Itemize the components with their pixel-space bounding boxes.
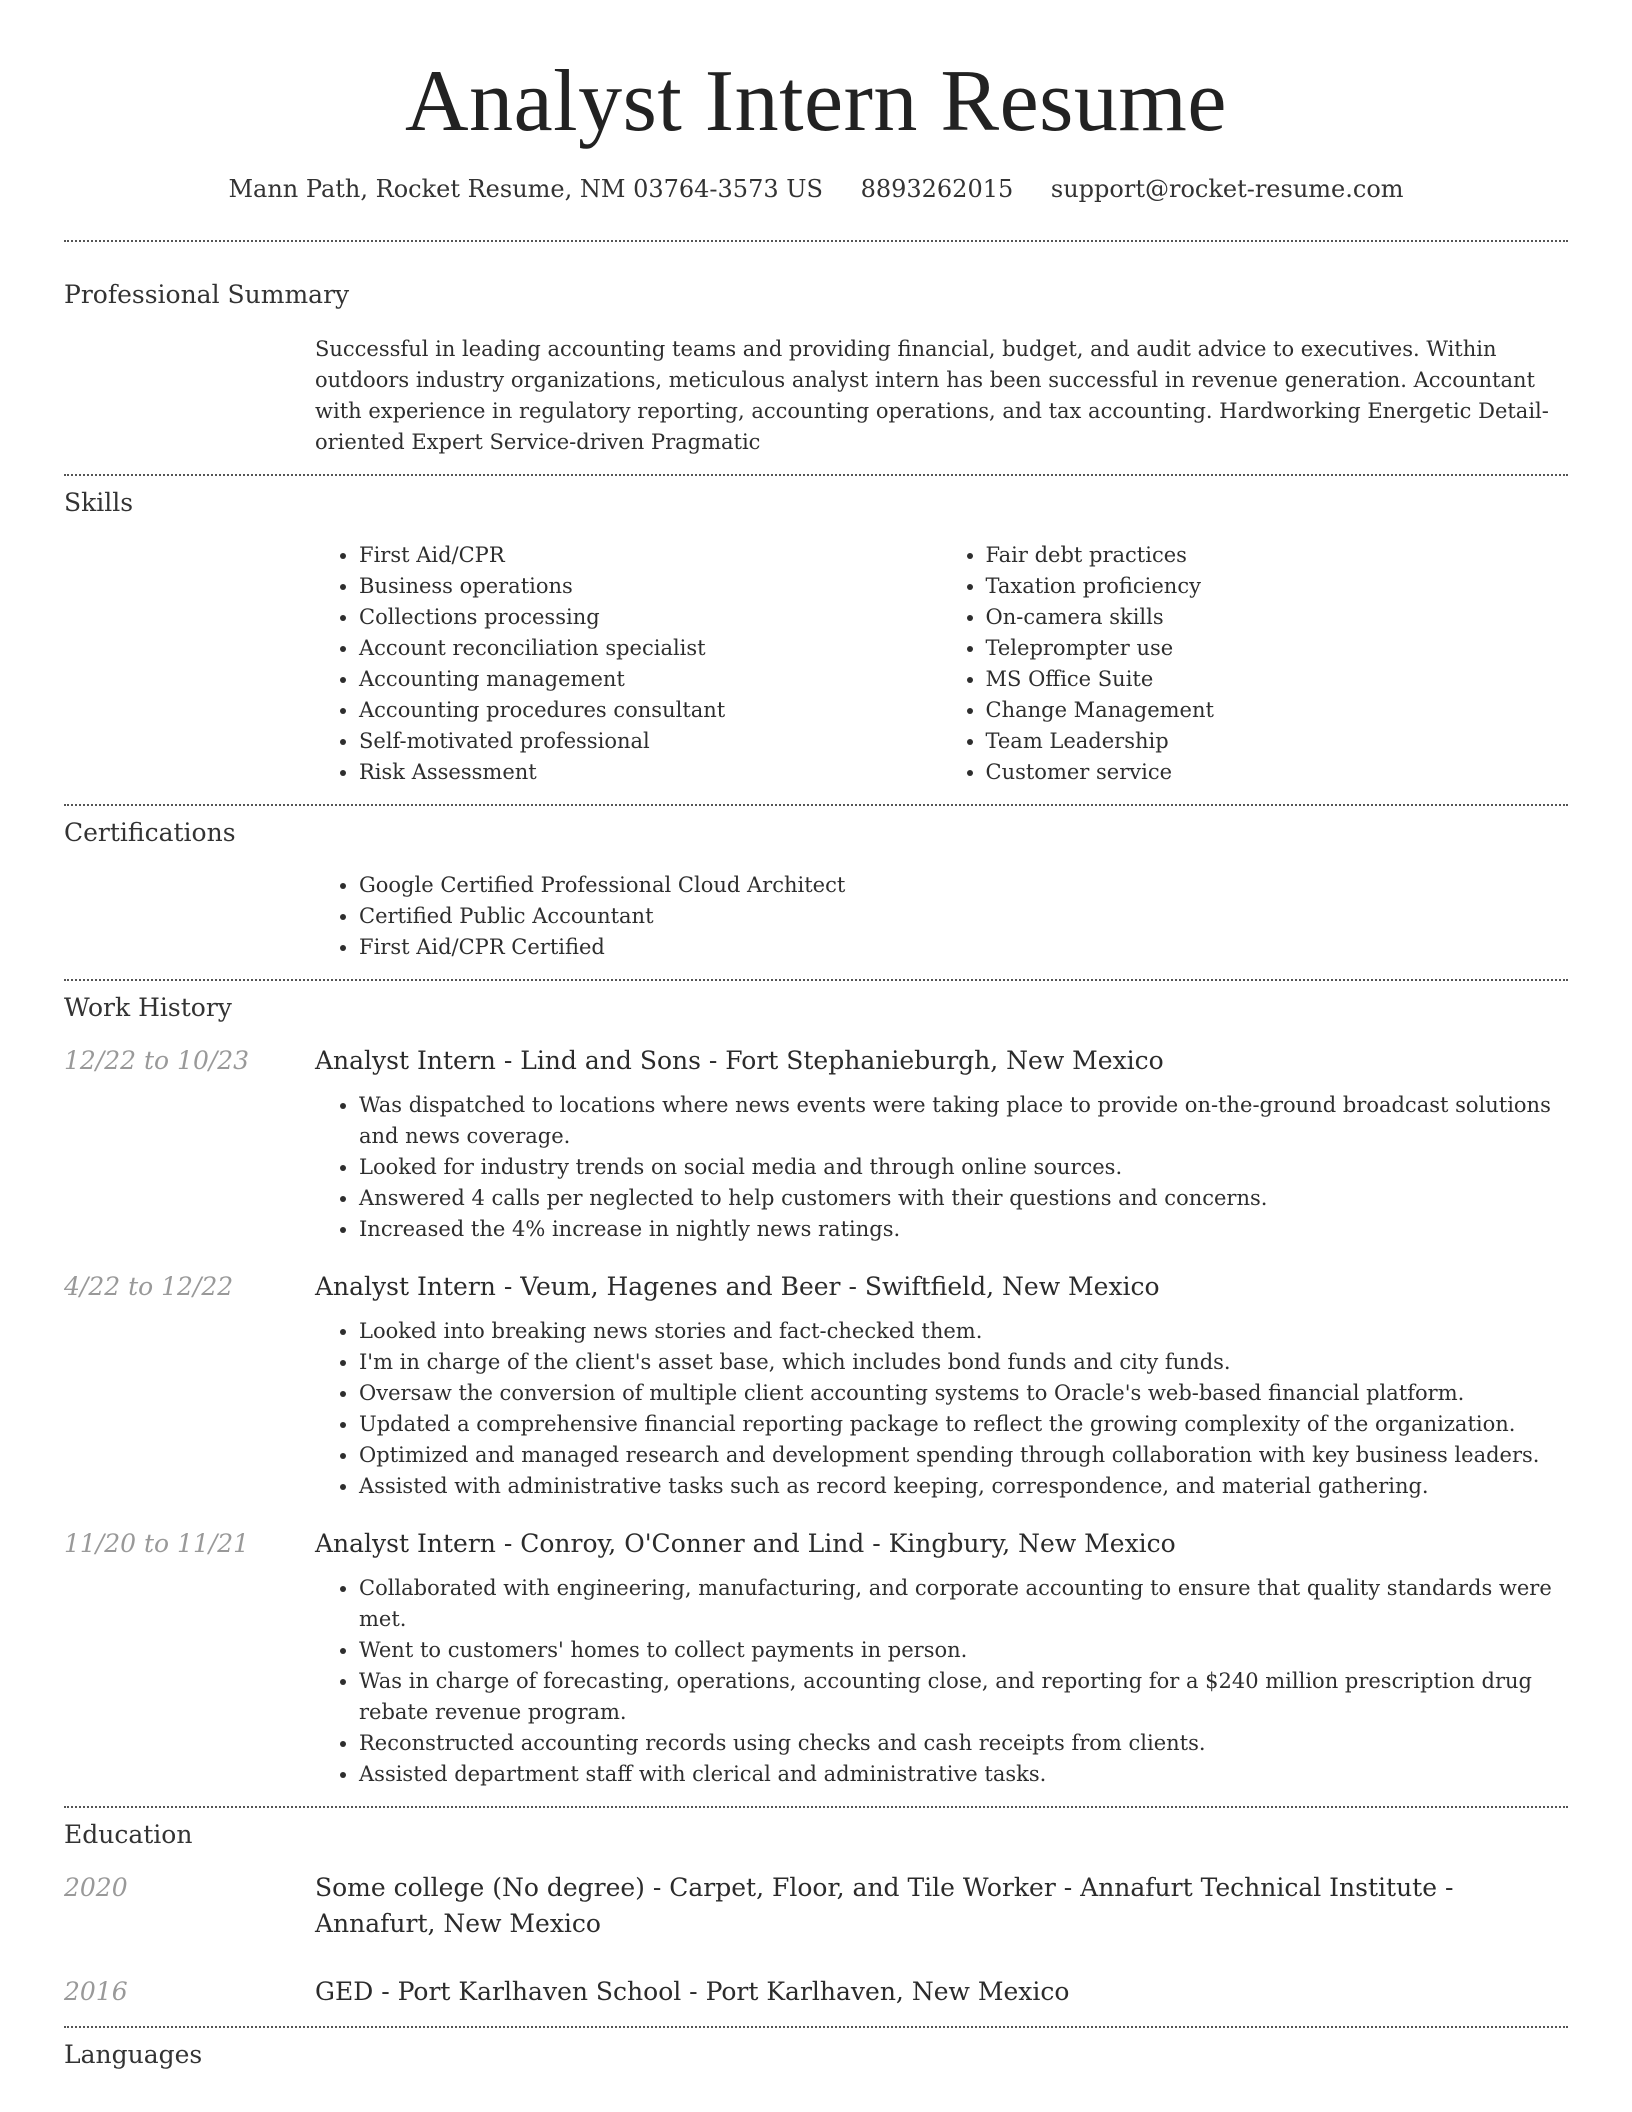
- summary-text: Successful in leading accounting teams and providing financial, budget, and audit advice to executives. Within outdoors industry organizations, meticulous analyst intern has been successful in revenue generation. Accountant with experience in regulatory reporting, accounting operations, and tax accounting. Hardworking Energetic Detail-oriented Expert Service-driven Pragmatic: [315, 337, 1549, 454]
- summary-heading: Professional Summary: [64, 280, 350, 309]
- list-item: • Assisted department staff with clerical and administrative tasks.: [359, 1759, 1568, 1790]
- skills-section: [64, 474, 1568, 804]
- job-bullets: [315, 1090, 1568, 1245]
- list-item: • On-camera skills: [986, 602, 1569, 633]
- list-item: • Risk Assessment: [359, 757, 942, 788]
- list-item: • Assisted with administrative tasks such as record keeping, correspondence, and material gathering.: [359, 1471, 1568, 1502]
- list-item: • Accounting management: [359, 664, 942, 695]
- contact-email: support@rocket-resume.com: [1050, 175, 1404, 203]
- list-item: • Change Management: [986, 695, 1569, 726]
- job-entry: [64, 1043, 1568, 1245]
- list-item: • Looked into breaking news stories and fact-checked them.: [359, 1316, 1568, 1347]
- education-title: GED - Port Karlhaven School - Port Karlhaven, New Mexico: [315, 1977, 1070, 2006]
- list-item: • Optimized and managed research and development spending through collaboration with key business leaders.: [359, 1440, 1568, 1471]
- education-heading: Education: [64, 1820, 193, 1849]
- certifications-block: [315, 870, 1568, 979]
- list-item: • Google Certified Professional Cloud Architect: [359, 870, 1568, 901]
- work-history-heading: Work History: [64, 993, 232, 1022]
- skills-grid: [315, 540, 1568, 804]
- certifications-heading: Certifications: [64, 818, 236, 847]
- list-item: • Collections processing: [359, 602, 942, 633]
- languages-section: [64, 2026, 1568, 2070]
- list-item: • Looked for industry trends on social media and through online sources.: [359, 1152, 1568, 1183]
- list-item: • First Aid/CPR: [359, 540, 942, 571]
- list-item: • Account reconciliation specialist: [359, 633, 942, 664]
- list-item: • Was dispatched to locations where news events were taking place to provide on-the-ground broadcast solutions and news coverage.: [359, 1090, 1568, 1152]
- job-entry: [64, 1526, 1568, 1806]
- job-dates: 12/22 to 10/23: [64, 1046, 250, 1075]
- list-item: • Teleprompter use: [986, 633, 1569, 664]
- list-item: • Was in charge of forecasting, operations, accounting close, and reporting for a $240 million prescription drug rebate revenue program.: [359, 1666, 1568, 1728]
- certifications-section: [64, 804, 1568, 979]
- list-item: • Updated a comprehensive financial reporting package to reflect the growing complexity of the organization.: [359, 1409, 1568, 1440]
- languages-heading: Languages: [64, 2040, 203, 2069]
- list-item: • Went to customers' homes to collect payments in person.: [359, 1635, 1568, 1666]
- list-item: • I'm in charge of the client's asset base, which includes bond funds and city funds.: [359, 1347, 1568, 1378]
- job-dates: 11/20 to 11/21: [64, 1529, 250, 1558]
- contact-phone: 8893262015: [860, 175, 1014, 203]
- education-section: [64, 1806, 1568, 2026]
- list-item: • Reconstructed accounting records using checks and cash receipts from clients.: [359, 1728, 1568, 1759]
- certifications-list: [315, 870, 1568, 963]
- education-entry: [64, 1870, 1568, 1942]
- list-item: • Certified Public Accountant: [359, 901, 1568, 932]
- job-title: Analyst Intern - Lind and Sons - Fort Stephanieburgh, New Mexico: [315, 1046, 1164, 1075]
- contact-line: [64, 174, 1568, 204]
- education-year: 2020: [64, 1873, 128, 1902]
- list-item: • Self-motivated professional: [359, 726, 942, 757]
- list-item: • First Aid/CPR Certified: [359, 932, 1568, 963]
- job-title: Analyst Intern - Veum, Hagenes and Beer - Swiftfield, New Mexico: [315, 1272, 1160, 1301]
- list-item: • Collaborated with engineering, manufacturing, and corporate accounting to ensure that quality standards were met.: [359, 1573, 1568, 1635]
- list-item: • MS Office Suite: [986, 664, 1569, 695]
- job-bullets: [315, 1316, 1568, 1502]
- job-body: [315, 1043, 1568, 1245]
- education-entry: [64, 1974, 1568, 2026]
- skills-list-left: [315, 540, 942, 788]
- list-item: • Increased the 4% increase in nightly news ratings.: [359, 1214, 1568, 1245]
- education-year: 2016: [64, 1977, 128, 2006]
- list-item: • Taxation proficiency: [986, 571, 1569, 602]
- list-item: • Oversaw the conversion of multiple client accounting systems to Oracle's web-based financial platform.: [359, 1378, 1568, 1409]
- list-item: • Team Leadership: [986, 726, 1569, 757]
- contact-address: Mann Path, Rocket Resume, NM 03764-3573 US: [228, 175, 823, 203]
- job-body: [315, 1526, 1568, 1790]
- list-item: • Answered 4 calls per neglected to help customers with their questions and concerns.: [359, 1183, 1568, 1214]
- skills-list-right: [942, 540, 1569, 788]
- list-item: • Customer service: [986, 757, 1569, 788]
- list-item: • Business operations: [359, 571, 942, 602]
- work-history-section: [64, 979, 1568, 1806]
- job-entry: [64, 1269, 1568, 1502]
- job-dates: 4/22 to 12/22: [64, 1272, 234, 1301]
- education-title: Some college (No degree) - Carpet, Floor, and Tile Worker - Annafurt Technical Institute - Annafurt, New Mexico: [315, 1873, 1454, 1938]
- job-body: [315, 1269, 1568, 1502]
- list-item: • Fair debt practices: [986, 540, 1569, 571]
- list-item: • Accounting procedures consultant: [359, 695, 942, 726]
- summary-section: [64, 240, 1568, 474]
- job-title: Analyst Intern - Conroy, O'Conner and Lind - Kingbury, New Mexico: [315, 1529, 1176, 1558]
- skills-heading: Skills: [64, 488, 134, 517]
- job-bullets: [315, 1573, 1568, 1790]
- resume-title: Analyst Intern Resume: [405, 53, 1227, 150]
